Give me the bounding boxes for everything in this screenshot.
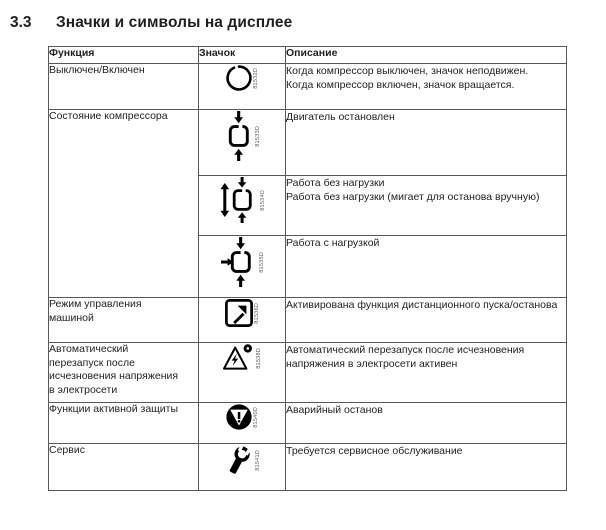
icon-code-label: 81533D [254, 125, 261, 147]
function-line: Режим управления [49, 298, 142, 310]
function-line: перезапуск после [49, 356, 135, 369]
icon-cell-on-off [199, 64, 286, 110]
motor-stopped-icon [223, 110, 255, 162]
table-header-row [49, 47, 567, 64]
icon-cell-running-unloaded [199, 176, 286, 236]
description-line: Работа без нагрузки (мигает для останова вручную) [286, 191, 540, 203]
column-header-function: Функция [49, 47, 199, 64]
icon-code-label: 81534D [259, 189, 266, 211]
function-cell-on-off: Выключен/Включен [49, 64, 199, 110]
description-cell-motor-stopped [286, 110, 567, 176]
icon-cell-motor-stopped [199, 110, 286, 176]
description-cell-auto-restart [286, 343, 567, 403]
description-cell-on-off [286, 64, 567, 110]
emergency-stop-warning-icon [225, 403, 253, 431]
description-cell-emergency-stop [286, 403, 567, 444]
icon-code-label: 81535D [258, 251, 265, 273]
column-header-icon: Значок [199, 47, 286, 64]
icon-cell-remote-control [199, 298, 286, 343]
display-symbols-table [48, 46, 567, 491]
electrical-hazard-triangle-icon [222, 343, 256, 373]
function-cell-auto-restart [49, 343, 199, 403]
description-cell-running-unloaded [286, 176, 567, 236]
description-line: Работа без нагрузки [286, 177, 385, 189]
function-cell-compressor-state: Состояние компрессора [49, 110, 199, 298]
remote-control-arrow-icon [224, 298, 254, 328]
section-number: 3.3 [10, 14, 32, 31]
description-line: Работа с нагрузкой [286, 237, 380, 249]
description-line: Двигатель остановлен [286, 111, 395, 123]
function-cell-protection: Функции активной защиты [49, 403, 199, 444]
icon-code-label: 81540D [252, 406, 259, 428]
description-line: Активирована функция дистанционного пуска/останова [286, 299, 558, 311]
description-line: Когда компрессор выключен, значок неподвижен. [286, 65, 529, 77]
description-cell-remote-control [286, 298, 567, 343]
icon-code-label: 81536D [253, 302, 260, 324]
table-row [49, 64, 567, 110]
icon-code-label: 81541D [254, 449, 261, 471]
function-line: Автоматический [49, 343, 129, 355]
table-row [49, 444, 567, 491]
function-line: в электросети [49, 383, 118, 396]
running-unloaded-icon [218, 176, 260, 224]
function-cell-control-mode [49, 298, 199, 343]
icon-code-label: 81532D [252, 67, 259, 89]
description-line: Аварийный останов [286, 404, 383, 416]
table-row [49, 110, 567, 176]
function-line: машиной [49, 311, 94, 324]
column-header-description: Описание [286, 47, 567, 64]
function-cell-service: Сервис [49, 444, 199, 491]
description-cell-service [286, 444, 567, 491]
icon-cell-running-loaded [199, 236, 286, 298]
section-heading [10, 14, 590, 32]
rotating-ring-icon [225, 64, 253, 92]
description-line: напряжения в электросети активен [286, 358, 458, 370]
icon-cell-auto-restart [199, 343, 286, 403]
description-line: Когда компрессор включен, значок вращается. [286, 79, 515, 91]
description-cell-running-loaded [286, 236, 567, 298]
description-line: Автоматический перезапуск после исчезновения [286, 344, 525, 356]
icon-cell-service [199, 444, 286, 491]
description-line: Требуется сервисное обслуживание [286, 445, 463, 457]
icon-code-label: 81538D [255, 347, 262, 369]
table-row [49, 298, 567, 343]
icon-cell-emergency-stop [199, 403, 286, 444]
function-line: исчезновения напряжения [49, 370, 179, 382]
table-row [49, 343, 567, 403]
table-row [49, 403, 567, 444]
running-loaded-icon [219, 236, 259, 288]
wrench-service-icon [223, 444, 255, 476]
section-title: Значки и символы на дисплее [56, 14, 293, 31]
